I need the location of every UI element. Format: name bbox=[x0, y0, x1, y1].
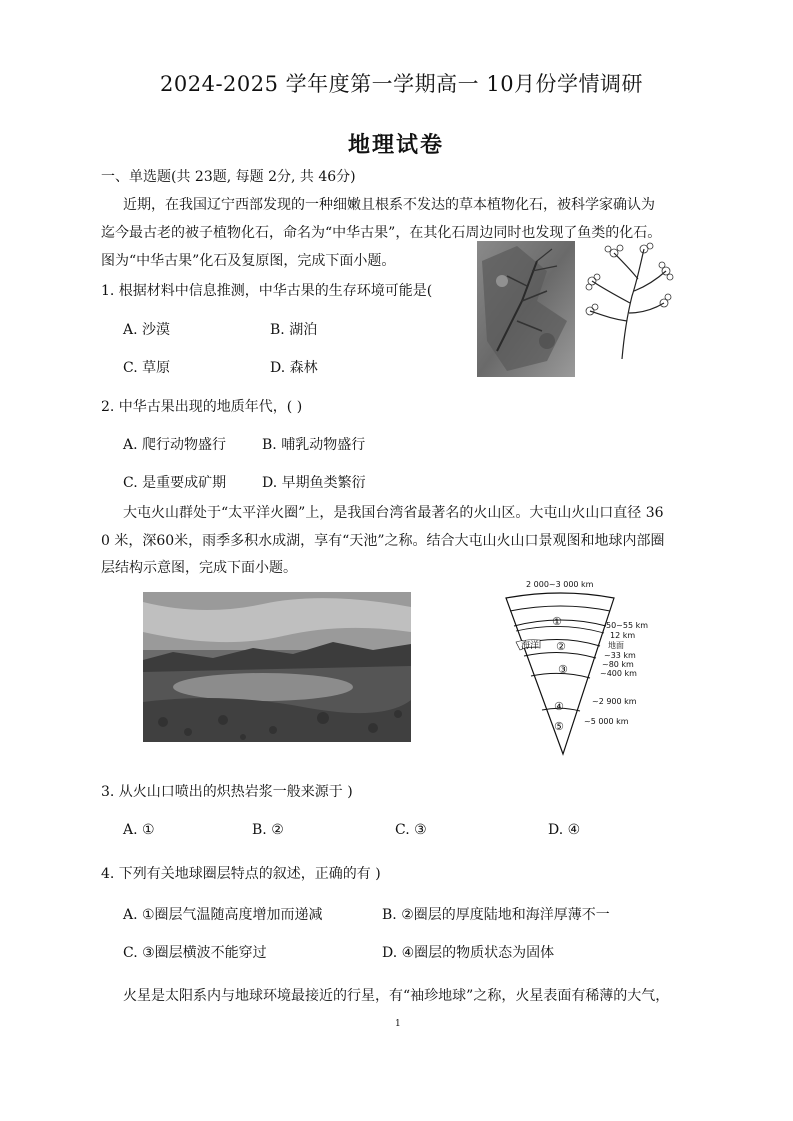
layer-1-marker: ① bbox=[552, 615, 562, 628]
layer-2-marker: ② bbox=[556, 640, 566, 653]
q3-stem: 3. 从火山口喷出的炽热岩浆一般来源于 ) bbox=[101, 784, 353, 800]
earth-layers-diagram bbox=[496, 576, 666, 758]
q1-stem: 1. 根据材料中信息推测，中华古果的生存环境可能是( bbox=[101, 283, 433, 299]
depth-label-5: ~80 km bbox=[602, 660, 634, 669]
passage1-line-2: 迄今最古老的被子植物化石，命名为“中华古果”，在其化石周边同时也发现了鱼类的化石。 bbox=[101, 225, 662, 241]
passage1-line-1: 近期，在我国辽宁西部发现的一种细嫩且根系不发达的草本植物化石，被科学家确认为 bbox=[123, 197, 655, 213]
passage2-line-1: 大屯火山群处于“太平洋火圈”上，是我国台湾省最著名的火山区。大屯山火山口直径 36 bbox=[123, 505, 664, 521]
depth-label-1: 50~55 km bbox=[606, 621, 649, 630]
q1-option-d[interactable]: D. 森林 bbox=[270, 360, 318, 376]
q1-option-b[interactable]: B. 湖泊 bbox=[270, 322, 318, 338]
page-number: 1 bbox=[395, 1019, 401, 1029]
layer-3-marker: ③ bbox=[558, 663, 568, 676]
passage2-line-2: 0 米，深60米，雨季多积水成湖，享有“天池”之称。结合大屯山火山口景观图和地球内部圈 bbox=[101, 533, 665, 549]
q2-option-c[interactable]: C. 是重要成矿期 bbox=[123, 475, 227, 491]
crater-landscape-photo bbox=[143, 592, 411, 742]
q4-stem: 4. 下列有关地球圈层特点的叙述，正确的有 ) bbox=[101, 866, 381, 882]
q3-option-b[interactable]: B. ② bbox=[252, 822, 284, 838]
passage3-line: 火星是太阳系内与地球环境最接近的行星，有“袖珍地球”之称，火星表面有稀薄的大气， bbox=[123, 988, 670, 1004]
depth-label-3: 地面 bbox=[608, 641, 624, 650]
q1-option-a[interactable]: A. 沙漠 bbox=[123, 322, 171, 338]
passage1-line-3: 图为“中华古果”化石及复原图，完成下面小题。 bbox=[101, 253, 396, 269]
q2-stem: 2. 中华古果出现的地质年代，( ) bbox=[101, 399, 303, 415]
depth-label-2: 12 km bbox=[610, 631, 636, 640]
q3-option-c[interactable]: C. ③ bbox=[395, 822, 427, 838]
q4-option-d[interactable]: D. ④圈层的物质状态为固体 bbox=[382, 945, 555, 961]
layer-5-marker: ⑤ bbox=[554, 720, 564, 733]
fossil-photo bbox=[477, 241, 575, 377]
q4-option-b[interactable]: B. ②圈层的厚度陆地和海洋厚薄不一 bbox=[382, 907, 610, 923]
diagram-top-label: 2 000~3 000 km bbox=[526, 580, 594, 589]
exam-title: 2024-2025 学年度第一学期高一 10月份学情调研 bbox=[160, 72, 644, 96]
depth-label-7: ~2 900 km bbox=[592, 697, 637, 706]
ocean-label: 海洋 bbox=[521, 641, 540, 651]
plant-reconstruction-drawing bbox=[582, 241, 674, 361]
q1-option-c[interactable]: C. 草原 bbox=[123, 360, 171, 376]
section-heading: 一、单选题(共 23题, 每题 2分, 共 46分) bbox=[101, 169, 356, 185]
q3-option-a[interactable]: A. ① bbox=[123, 822, 155, 838]
depth-label-8: ~5 000 km bbox=[584, 717, 629, 726]
q2-option-b[interactable]: B. 哺乳动物盛行 bbox=[262, 437, 366, 453]
q4-option-c[interactable]: C. ③圈层横波不能穿过 bbox=[123, 945, 267, 961]
q3-option-d[interactable]: D. ④ bbox=[548, 822, 581, 838]
q2-option-d[interactable]: D. 早期鱼类繁衍 bbox=[262, 475, 366, 491]
q2-option-a[interactable]: A. 爬行动物盛行 bbox=[123, 437, 227, 453]
depth-label-4: ~33 km bbox=[604, 651, 636, 660]
depth-label-6: ~400 km bbox=[600, 669, 637, 678]
exam-subject-title: 地理试卷 bbox=[348, 132, 445, 158]
passage2-line-3: 层结构示意图，完成下面小题。 bbox=[101, 560, 297, 576]
q4-option-a[interactable]: A. ①圈层气温随高度增加而递减 bbox=[123, 907, 323, 923]
layer-4-marker: ④ bbox=[554, 700, 564, 713]
